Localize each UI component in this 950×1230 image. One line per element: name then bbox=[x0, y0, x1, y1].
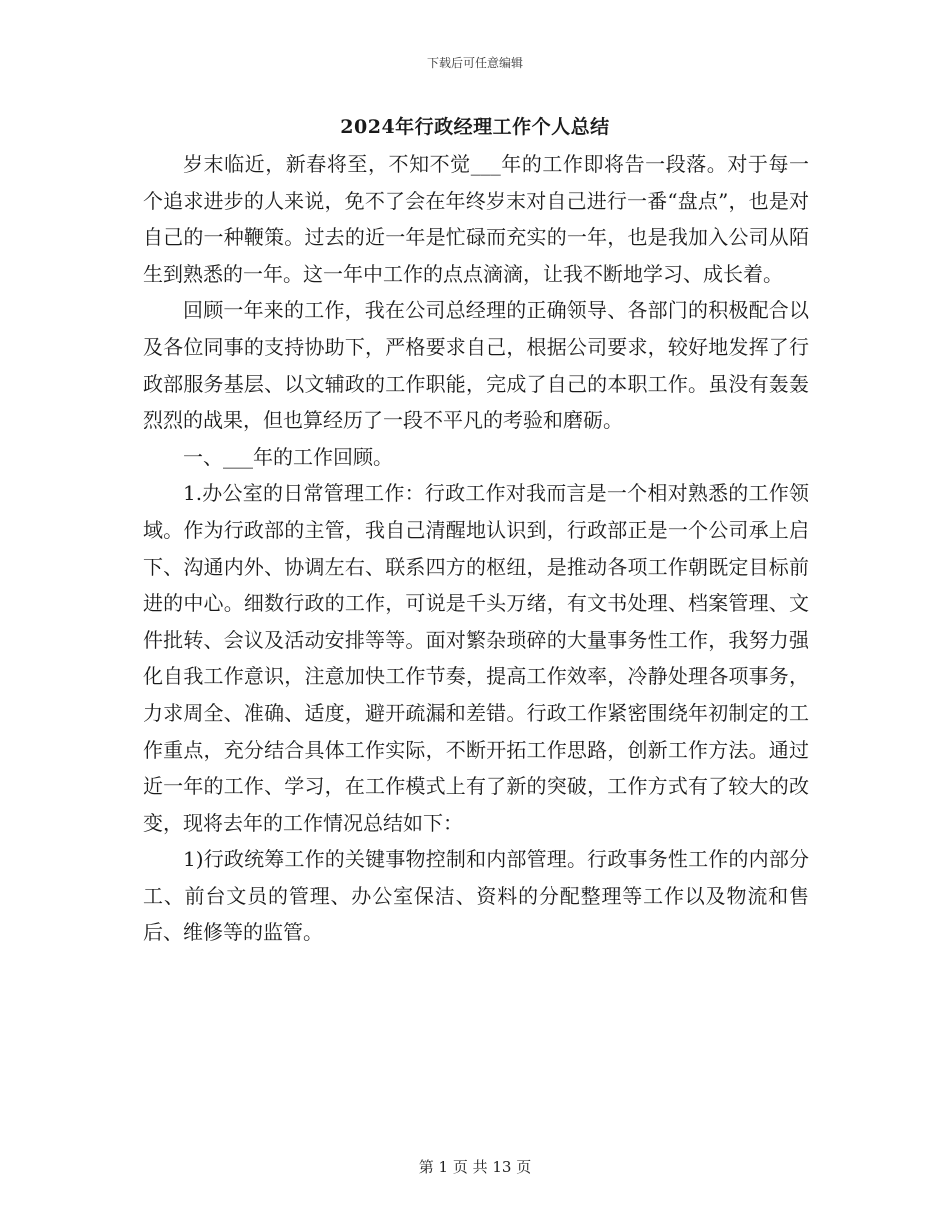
paragraph-review: 回顾一年来的工作，我在公司总经理的正确领导、各部门的积极配合以及各位同事的支持协助下，严格要求自己，根据公司要求，较好地发挥了行政部服务基层、以文辅政的工作职能，完成了自己的本职工作。虽没有轰轰烈烈的战果，但也算经历了一段不平凡的考验和磨砺。 bbox=[143, 298, 809, 433]
document-body bbox=[143, 146, 809, 951]
paragraph-intro: 岁末临近，新春将至，不知不觉___年的工作即将告一段落。对于每一个追求进步的人来说，免不了会在年终岁末对自己进行一番“盘点”，也是对自己的一种鞭策。过去的近一年是忙碌而充实的一年，也是我加入公司从陌生到熟悉的一年。这一年中工作的点点滴滴，让我不断地学习、成长着。 bbox=[143, 152, 809, 286]
paragraph-office-management: 1.办公室的日常管理工作：行政工作对我而言是一个相对熟悉的工作领域。作为行政部的主管，我自己清醒地认识到，行政部正是一个公司承上启下、沟通内外、协调左右、联系四方的枢纽，是推动各项工作朝既定目标前进的中心。细数行政的工作，可说是千头万绪，有文书处理、档案管理、文件批转、会议及活动安排等等。面对繁杂琐碎的大量事务性工作，我努力强化自我工作意识，注意加快工作节奏，提高工作效率，冷静处理各项事务，力求周全、准确、适度，避开疏漏和差错。行政工作紧密围绕年初制定的工作重点，充分结合具体工作实际，不断开拓工作思路，创新工作方法。通过近一年的工作、学习，在工作模式上有了新的突破，工作方式有了较大的改变，现将去年的工作情况总结如下： bbox=[143, 481, 809, 835]
document-title: 2024年行政经理工作个人总结 bbox=[340, 116, 610, 138]
section-heading: 一、___年的工作回顾。 bbox=[183, 444, 393, 469]
paragraph-item-1: 1)行政统筹工作的关键事物控制和内部管理。行政事务性工作的内部分工、前台文员的管理、办公室保洁、资料的分配整理等工作以及物流和售后、维修等的监管。 bbox=[143, 847, 809, 945]
page-number: 第 1 页 共 13 页 bbox=[418, 1158, 532, 1176]
header-note: 下载后可任意编辑 bbox=[426, 56, 523, 70]
